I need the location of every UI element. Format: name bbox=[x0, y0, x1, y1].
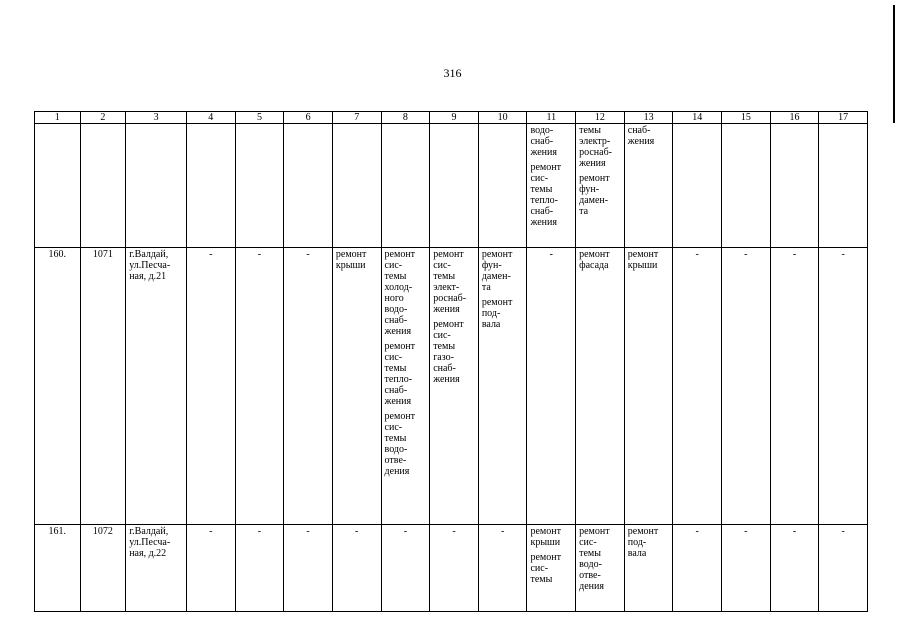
cell-text-line: жения bbox=[433, 374, 460, 385]
cell-text-line: г.Валдай, bbox=[129, 526, 169, 537]
table-cell bbox=[722, 124, 771, 248]
table-cell bbox=[126, 124, 187, 248]
column-number-cell: 8 bbox=[381, 112, 430, 124]
table-cell bbox=[284, 248, 333, 525]
cell-text-line: 160. bbox=[48, 249, 67, 260]
cell-text-line: ная, д.22 bbox=[129, 548, 167, 559]
cell-text-line: ремонт bbox=[481, 249, 513, 260]
table-cell bbox=[35, 124, 81, 248]
cell-text-line: вала bbox=[481, 319, 501, 330]
column-number-cell: 16 bbox=[770, 112, 819, 124]
table-cell bbox=[332, 525, 381, 612]
table-cell bbox=[430, 248, 479, 525]
table-cell bbox=[673, 525, 722, 612]
table-cell bbox=[673, 124, 722, 248]
cell-text-line: роснаб- bbox=[579, 147, 613, 158]
cell-text-line: сис- bbox=[433, 330, 451, 341]
cell-text-line: под- bbox=[627, 537, 647, 548]
cell-text-line: элект- bbox=[433, 282, 460, 293]
table-cell bbox=[576, 248, 625, 525]
table-row bbox=[35, 124, 868, 248]
cell-text-line: жения bbox=[579, 158, 606, 169]
table-cell bbox=[235, 525, 284, 612]
cell-text-line: ремонт bbox=[335, 249, 367, 260]
cell-text-line: - bbox=[792, 249, 797, 260]
cell-text-line: жения bbox=[433, 304, 460, 315]
table-cell bbox=[624, 525, 673, 612]
table-cell bbox=[819, 248, 868, 525]
cell-entry bbox=[129, 526, 183, 559]
cell-text-line: снаб- bbox=[384, 315, 408, 326]
cell-text-line: тепло- bbox=[530, 195, 558, 206]
cell-entry bbox=[676, 249, 718, 260]
table-cell bbox=[126, 248, 187, 525]
cell-entry bbox=[482, 249, 524, 293]
cell-text-line: крыши bbox=[627, 260, 658, 271]
cell-text-line: сис- bbox=[384, 352, 403, 363]
cell-entry bbox=[530, 125, 572, 158]
cell-entry bbox=[482, 297, 524, 330]
column-number-cell: 12 bbox=[576, 112, 625, 124]
cell-entry bbox=[822, 249, 864, 260]
table-cell bbox=[381, 124, 430, 248]
cell-entry bbox=[385, 411, 427, 477]
cell-entry bbox=[530, 249, 572, 260]
cell-text-line: сис- bbox=[530, 563, 549, 574]
cell-text-line: - bbox=[257, 526, 262, 537]
table-cell bbox=[126, 525, 187, 612]
cell-text-line: электр- bbox=[579, 136, 611, 147]
table-cell bbox=[527, 248, 576, 525]
cell-text-line: дамен- bbox=[579, 195, 609, 206]
cell-text-line: - bbox=[209, 526, 213, 537]
cell-entry bbox=[725, 526, 767, 537]
cell-entry bbox=[433, 526, 475, 537]
cell-text-line: сис- bbox=[384, 260, 403, 271]
table-cell bbox=[673, 248, 722, 525]
column-number-cell: 14 bbox=[673, 112, 722, 124]
cell-text-line: темы bbox=[530, 184, 553, 195]
cell-text-line: темы bbox=[384, 363, 407, 374]
table-cell bbox=[770, 525, 819, 612]
cell-entry bbox=[385, 249, 427, 337]
cell-entry bbox=[84, 526, 123, 537]
column-number-cell: 9 bbox=[430, 112, 479, 124]
cell-text-line: крыши bbox=[530, 537, 561, 548]
cell-text-line: ремонт bbox=[627, 526, 659, 537]
cell-text-line: жения bbox=[384, 396, 412, 407]
cell-entry bbox=[725, 249, 767, 260]
table-cell bbox=[235, 124, 284, 248]
cell-text-line: отве- bbox=[579, 570, 601, 581]
cell-text-line: ремонт bbox=[530, 526, 561, 537]
table-cell bbox=[478, 525, 527, 612]
table-cell bbox=[819, 124, 868, 248]
cell-text-line: темы bbox=[384, 271, 407, 282]
cell-entry bbox=[84, 249, 123, 260]
column-number-row bbox=[35, 112, 868, 124]
table-cell bbox=[819, 525, 868, 612]
table-cell bbox=[186, 525, 235, 612]
cell-text-line: г.Валдай, bbox=[129, 249, 169, 260]
cell-text-line: ремонт bbox=[481, 297, 513, 308]
cell-entry bbox=[774, 249, 816, 260]
table-cell bbox=[722, 525, 771, 612]
column-number-cell: 3 bbox=[126, 112, 187, 124]
table-cell bbox=[527, 525, 576, 612]
cell-text-line: сис- bbox=[433, 260, 451, 271]
cell-text-line: ная, д.21 bbox=[129, 271, 167, 282]
table-cell bbox=[80, 124, 126, 248]
table-cell bbox=[430, 525, 479, 612]
cell-entry bbox=[530, 162, 572, 228]
table-cell bbox=[527, 124, 576, 248]
cell-text-line: - bbox=[744, 249, 748, 260]
table-cell bbox=[430, 124, 479, 248]
table-cell bbox=[332, 124, 381, 248]
cell-text-line: роснаб- bbox=[433, 293, 467, 304]
cell-entry bbox=[579, 249, 621, 271]
cell-entry bbox=[530, 526, 572, 548]
cell-entry bbox=[822, 526, 864, 537]
cell-entry bbox=[579, 526, 621, 592]
column-number-cell: 15 bbox=[722, 112, 771, 124]
table-cell bbox=[624, 124, 673, 248]
table-cell bbox=[381, 525, 430, 612]
cell-text-line: дения bbox=[579, 581, 604, 592]
cell-text-line: - bbox=[306, 526, 310, 537]
cell-entry bbox=[676, 526, 718, 537]
cell-text-line: темы bbox=[433, 341, 456, 352]
cell-entry bbox=[336, 526, 378, 537]
cell-text-line: - bbox=[841, 526, 845, 537]
table-cell bbox=[80, 248, 126, 525]
cell-entry bbox=[482, 526, 524, 537]
table-cell bbox=[478, 248, 527, 525]
cell-text-line: ремонт bbox=[579, 249, 610, 260]
cell-text-line: - bbox=[549, 249, 553, 260]
cell-entry bbox=[628, 249, 670, 271]
cell-text-line: холод- bbox=[384, 282, 413, 293]
column-number-cell: 17 bbox=[819, 112, 868, 124]
cell-text-line: водо- bbox=[530, 125, 554, 136]
cell-entry bbox=[628, 125, 670, 147]
cell-entry bbox=[579, 125, 621, 169]
cell-entry bbox=[287, 526, 329, 537]
cell-text-line: ремонт bbox=[384, 249, 416, 260]
cell-text-line: 1072 bbox=[92, 526, 113, 537]
cell-entry bbox=[190, 249, 232, 260]
cell-text-line: - bbox=[744, 526, 748, 537]
column-number-cell: 6 bbox=[284, 112, 333, 124]
cell-text-line: под- bbox=[481, 308, 501, 319]
cell-text-line: ремонт bbox=[433, 249, 464, 260]
table-cell bbox=[770, 124, 819, 248]
table-cell bbox=[80, 525, 126, 612]
table-row bbox=[35, 525, 868, 612]
cell-text-line: сис- bbox=[384, 422, 403, 433]
cell-text-line: ул.Песча- bbox=[129, 537, 171, 548]
cell-text-line: снаб- bbox=[627, 125, 651, 136]
column-number-cell: 2 bbox=[80, 112, 126, 124]
table-cell bbox=[35, 248, 81, 525]
cell-text-line: фун- bbox=[579, 184, 600, 195]
cell-text-line: ремонт bbox=[384, 411, 416, 422]
cell-text-line: жения bbox=[627, 136, 655, 147]
cell-text-line: темы bbox=[579, 548, 601, 559]
table-cell bbox=[235, 248, 284, 525]
cell-text-line: 1071 bbox=[92, 249, 113, 260]
cell-text-line: жения bbox=[530, 147, 557, 158]
cell-text-line: ремонт bbox=[579, 173, 610, 184]
cell-entry bbox=[190, 526, 232, 537]
table-cell bbox=[770, 248, 819, 525]
cell-text-line: ремонт bbox=[384, 341, 416, 352]
cell-text-line: жения bbox=[384, 326, 412, 337]
table-cell bbox=[284, 124, 333, 248]
table-cell bbox=[722, 248, 771, 525]
cell-text-line: - bbox=[209, 249, 213, 260]
cell-text-line: темы bbox=[433, 271, 456, 282]
cell-text-line: фасада bbox=[579, 260, 609, 271]
cell-text-line: сис- bbox=[579, 537, 597, 548]
cell-text-line: - bbox=[695, 526, 699, 537]
cell-entry bbox=[433, 249, 475, 315]
cell-entry bbox=[385, 526, 427, 537]
cell-text-line: - bbox=[355, 526, 359, 537]
cell-entry bbox=[129, 249, 183, 282]
cell-text-line: ремонт bbox=[627, 249, 659, 260]
cell-text-line: - bbox=[695, 249, 699, 260]
cell-text-line: - bbox=[257, 249, 262, 260]
cell-text-line: водо- bbox=[384, 304, 408, 315]
cell-text-line: снаб- bbox=[384, 385, 408, 396]
column-number-cell: 4 bbox=[186, 112, 235, 124]
cell-entry bbox=[336, 249, 378, 271]
cell-entry bbox=[774, 526, 816, 537]
cell-text-line: та bbox=[481, 282, 491, 293]
table-cell bbox=[576, 525, 625, 612]
table-cell bbox=[576, 124, 625, 248]
column-number-cell: 13 bbox=[624, 112, 673, 124]
cell-text-line: ремонт bbox=[530, 552, 561, 563]
cell-text-line: та bbox=[579, 206, 589, 217]
cell-text-line: темы bbox=[530, 574, 553, 585]
cell-text-line: снаб- bbox=[530, 206, 554, 217]
table-cell bbox=[284, 525, 333, 612]
cell-entry bbox=[239, 526, 281, 537]
cell-text-line: вала bbox=[627, 548, 647, 559]
page-number: 316 bbox=[443, 66, 462, 80]
cell-text-line: дамен- bbox=[481, 271, 511, 282]
cell-text-line: фун- bbox=[481, 260, 502, 271]
table-cell bbox=[186, 248, 235, 525]
cell-text-line: ного bbox=[384, 293, 404, 304]
cell-text-line: ремонт bbox=[433, 319, 464, 330]
table-cell bbox=[624, 248, 673, 525]
cell-text-line: отве- bbox=[384, 455, 407, 466]
cell-text-line: темы bbox=[384, 433, 407, 444]
cell-text-line: снаб- bbox=[530, 136, 554, 147]
cell-text-line: - bbox=[500, 526, 505, 537]
table-row bbox=[35, 248, 868, 525]
cell-entry bbox=[579, 173, 621, 217]
cell-entry bbox=[38, 249, 77, 260]
column-number-cell: 11 bbox=[527, 112, 576, 124]
cell-text-line: - bbox=[452, 526, 456, 537]
data-table bbox=[34, 111, 868, 612]
cell-entry bbox=[38, 526, 77, 537]
cell-text-line: крыши bbox=[335, 260, 366, 271]
table-cell bbox=[332, 248, 381, 525]
cell-entry bbox=[239, 249, 281, 260]
cell-text-line: снаб- bbox=[433, 363, 456, 374]
cell-text-line: - bbox=[306, 249, 310, 260]
cell-text-line: ремонт bbox=[579, 526, 610, 537]
column-number-cell: 1 bbox=[35, 112, 81, 124]
cell-text-line: ул.Песча- bbox=[129, 260, 171, 271]
cell-text-line: ремонт bbox=[530, 162, 561, 173]
cell-entry bbox=[287, 249, 329, 260]
cell-text-line: газо- bbox=[433, 352, 454, 363]
table-cell bbox=[381, 248, 430, 525]
table-cell bbox=[186, 124, 235, 248]
cell-entry bbox=[385, 341, 427, 407]
cell-text-line: дения bbox=[384, 466, 410, 477]
cell-text-line: тепло- bbox=[384, 374, 413, 385]
column-number-cell: 5 bbox=[235, 112, 284, 124]
cell-entry bbox=[433, 319, 475, 385]
cell-text-line: - bbox=[792, 526, 797, 537]
cell-text-line: водо- bbox=[579, 559, 602, 570]
cell-text-line: сис- bbox=[530, 173, 549, 184]
table-cell bbox=[478, 124, 527, 248]
cell-text-line: - bbox=[403, 526, 408, 537]
cell-text-line: - bbox=[841, 249, 845, 260]
column-number-cell: 10 bbox=[478, 112, 527, 124]
cell-text-line: темы bbox=[579, 125, 601, 136]
column-number-cell: 7 bbox=[332, 112, 381, 124]
cell-text-line: 161. bbox=[48, 526, 67, 537]
cell-entry bbox=[628, 526, 670, 559]
cell-text-line: жения bbox=[530, 217, 557, 228]
margin-rule bbox=[893, 5, 895, 123]
cell-text-line: водо- bbox=[384, 444, 408, 455]
cell-entry bbox=[530, 552, 572, 585]
table-cell bbox=[35, 525, 81, 612]
